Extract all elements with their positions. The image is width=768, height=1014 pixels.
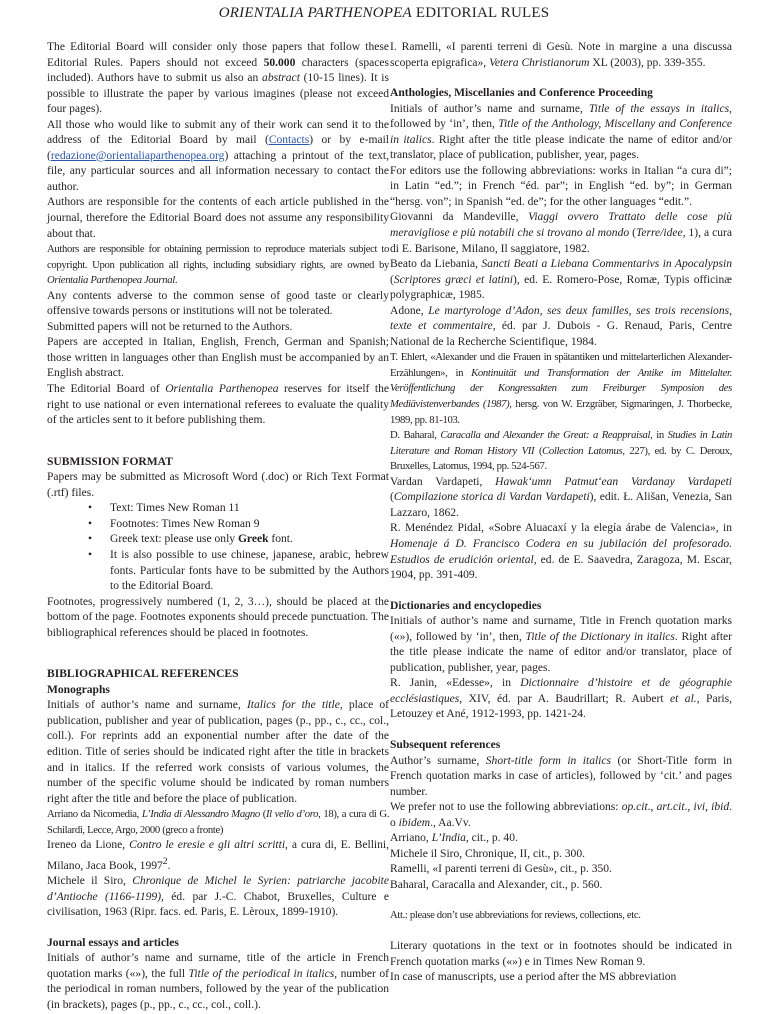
monographs-subheading: Monographs (47, 683, 110, 696)
attention-note: Att.: please don’t use abbreviations for reviews, collections, etc. (390, 909, 641, 922)
example-entry: Ireneo da Lione, Contro le eresie e gli altri scritti, a cura di, E. Bellini, Milano, Jaca Book, 1997$^2$. (47, 839, 389, 872)
intro-paragraph: All those who would like to submit any of their work can send it to the address of the Editorial Board by mail (Contacts) or by e-mail (redazione@orientaliaparthenopea.org) attaching a printout of the text, file, any particular sources and all information necessary to contact the author. (47, 118, 389, 193)
journal-paragraph: Initials of author’s name and surname, title of the article in French quotation marks («»), the full Title of the periodical in italics, number of the periodical in roman numbers, followed by the year of the publication (in brackets), pages (p., pp., c., cc., col., coll.). (47, 952, 389, 1012)
example-entry: Ramelli, «I parenti terreni di Gesù», cit., p. 350. (390, 863, 612, 876)
anthologies-paragraph: Initials of author’s name and surname, Title of the essays in italics, followed by ‘in’, then, Title of the Anthology, Miscellany and Conference in italics. Right after the title please indicate the name of editor and/or translator, place of publication, publisher, year, pages. (390, 102, 733, 162)
example-entry: Michele il Siro, Chronique de Michel le Syrien: patriarche jacobite d’Antioche (1166-1199), éd. par J.-C. Chabot, Bruxelles, Culture e civilisation, 1963 (Ripr. facs. ed. Paris, E. Lèroux, 1899-1910). (47, 875, 389, 919)
subsequent-paragraph: Author’s surname, Short-title form in italics (or Short-Title form in French quotation marks in case of articles), followed by ‘cit.’ and pages number. (390, 754, 733, 798)
example-entry: Baharal, Caracalla and Alexander, cit., p. 560. (390, 878, 603, 891)
example-entry: Arriano da Nicomedia, L’India di Alessandro Magno (Il vello d’oro, 18), a cura di G. Schilardi, Lecce, Argo, 2000 (greco a fronte) (47, 808, 390, 836)
example-entry: Arriano, L’India, cit., p. 40. (390, 832, 518, 845)
subsequent-heading: Subsequent references (390, 738, 501, 751)
list-item: • Footnotes: Times New Roman 9 (110, 517, 389, 533)
intro-paragraph: Submitted papers will not be returned to the Authors. (47, 320, 293, 333)
example-entry: Adone, Le martyrologe d’Adon, ses deux familles, ses trois recensions, texte et commentaire, éd. par J. Dubois - G. Renaud, Paris, Centre National de la Recherche Scientifique, 1984. (390, 304, 732, 348)
example-entry: T. Ehlert, «Alexander und die Frauen in spätantiken und mittelarterlichen Alexander-Erzählungen», in Kontinuität und Transformation der Antike im Mittelalter. Veröffentlichung der Kongressakten zum Freiburger Symposion des Mediävistenverbandes (1987), hersg. von W. Erzgräber, Sigmaringen, J. Thorbecke, 1989, pp. 81-103. (390, 351, 733, 426)
example-entry: Beato da Liebania, Sancti Beati a Liebana Commentarivs in Apocalypsin (Scriptores græci et latini), ed. E. Romero-Pose, Romæ, Typis officinæ polygraphicæ, 1985. (390, 258, 732, 302)
left-column (47, 40, 390, 1012)
example-entry: Michele il Siro, Chronique, II, cit., p. 300. (390, 847, 585, 860)
abbreviations-paragraph: We prefer not to use the following abbreviations: op.cit., art.cit., ivi, ibid. o ibidem., Aa.Vv. (390, 801, 732, 829)
format-list (47, 501, 389, 594)
list-item: • It is also possible to use chinese, japanese, arabic, hebrew fonts. Particular fonts have to be submitted by the Authors to the Editorial Board. (110, 548, 389, 595)
dictionaries-paragraph: Initials of author’s name and surname, Title in French quotation marks («»), followed by ‘in’, then, Title of the Dictionary in italics. Right after the title please indicate the name of editor and/or translator, place of publication, publisher, year, pages. (390, 615, 733, 674)
submission-paragraph: Papers may be submitted as Microsoft Word (.doc) or Rich Text Format (.rtf) files. (47, 471, 389, 499)
intro-paragraph: Papers are accepted in Italian, English, French, German and Spanish; those written in languages other than English must be accompanied by an English abstract. (47, 336, 389, 380)
contacts-link[interactable]: Contacts (268, 134, 310, 147)
submission-heading: SUBMISSION FORMAT (47, 455, 173, 468)
intro-paragraph: The Editorial Board of Orientalia Parthenopea reserves for itself the right to use national or even international referees to evaluate the quality of the articles sent to it before publishing them. (47, 383, 389, 427)
manuscripts-paragraph: In case of manuscripts, use a period after the MS abbreviation (390, 971, 677, 984)
editors-paragraph: For editors use the following abbreviations: works in Italian “a cura di”; in Latin “ed.”; in French “éd. par”; in English “ed. by”; in German “hersg. von”; in Spanish “ed. de”; for the other languages “edit.”. (390, 164, 732, 208)
monographs-paragraph: Initials of author’s name and surname, Italics for the title, place of publication, publisher and year of publication, pages (p., pp., c., cc., col., coll.). For reprints add an exponential number after the date of the edition. Title of series should be indicated right after the title in brackets and in italics. If the referred work consists of various volumes, the number of the specific volume should be indicated by roman numbers right after the title and before the place of publication. (47, 699, 390, 805)
intro-paragraph: Any contents adverse to the common sense of good taste or clearly offensive towards persons or institutions will not be tolerated. (47, 289, 389, 318)
dictionaries-heading: Dictionaries and encyclopedies (390, 599, 542, 612)
email-link[interactable]: redazione@orientaliaparthenopea.org (50, 149, 225, 162)
example-entry: D. Baharal, Caracalla and Alexander the Great: a Reappraisal, in Studies in Latin Literature and Roman History VII (Collection Latomus, 227), ed. by C. Deroux, Bruxelles, Latomus, 1994, pp. 524-567. (390, 429, 733, 473)
example-entry: R. Janin, «Edesse», in Dictionnaire d’histoire et de géographie ecclésiastiques, XIV, éd. par A. Baudrillart; R. Aubert et al., Paris, Letouzey et Ané, 1912-1993, pp. 1421-24. (390, 677, 733, 721)
journal-heading: Journal essays and articles (47, 936, 179, 949)
right-column (390, 40, 732, 990)
example-entry: I. Ramelli, «I parenti terreni di Gesù. Note in margine a una discussa scoperta epigrafica», Vetera Christianorum XL (2003), pp. 339-355. (390, 41, 732, 69)
footnotes-paragraph: Footnotes, progressively numbered (1, 2, 3…), should be placed at the bottom of the page. Footnotes exponents should precede punctuation. The bibliographical references should be placed in footnotes. (47, 595, 389, 639)
list-item: • Greek text: please use only Greek font. (110, 532, 389, 548)
list-item: • Text: Times New Roman 11 (110, 501, 389, 517)
anthologies-heading: Anthologies, Miscellanies and Conference Proceeding (390, 87, 653, 100)
example-entry: Giovanni da Mandeville, Viaggi ovvero Trattato delle cose più meravigliose e più notabili che si trovano al mondo (Terre/idee, 1), a cura di E. Barisone, Milano, Il saggiatore, 1982. (390, 211, 733, 255)
page-title: ORIENTALIA PARTHENOPEA EDITORIAL RULES (218, 5, 550, 21)
intro-paragraph: Authors are responsible for the contents of each article published in the journal, therefore the Editorial Board does not assume any responsibility about that. (47, 196, 389, 240)
quotations-paragraph: Literary quotations in the text or in footnotes should be indicated in French quotation marks («») e in Times New Roman 9. (390, 939, 732, 968)
example-entry: R. Menéndez Pidal, «Sobre Aluacaxí y la elegía árabe de Valencia», in Homenaje á D. Francisco Codera en su jubilación del profesorado. Estudios de erudición oriental, ed. de E. Saavedra, Zaragoza, M. Escar, 1904, pp. 391-409. (390, 522, 732, 582)
intro-paragraph: The Editorial Board will consider only those papers that follow these Editorial Rules. Papers should not exceed 50.000 characters (spaces included). Authors have to submit us also an abstract (10-15 lines). It is possible to illustrate the paper by various imagines (please not exceed four pages). (47, 41, 390, 116)
biblio-heading: BIBLIOGRAPHICAL REFERENCES (47, 668, 239, 681)
example-entry: Vardan Vardapeti, Hawak‘umn Patmut‘ean Vardanay Vardapeti (Compilazione storica di Vardan Vardapeti), edit. Ł. Ališan, Venezia, San Lazzaro, 1862. (390, 475, 732, 519)
intro-paragraph: Authors are responsible for obtaining permission to reproduce materials subject to copyright. Upon publication all rights, including subsidiary rights, are owned by Orientalia Parthenopea Journal. (47, 243, 389, 287)
